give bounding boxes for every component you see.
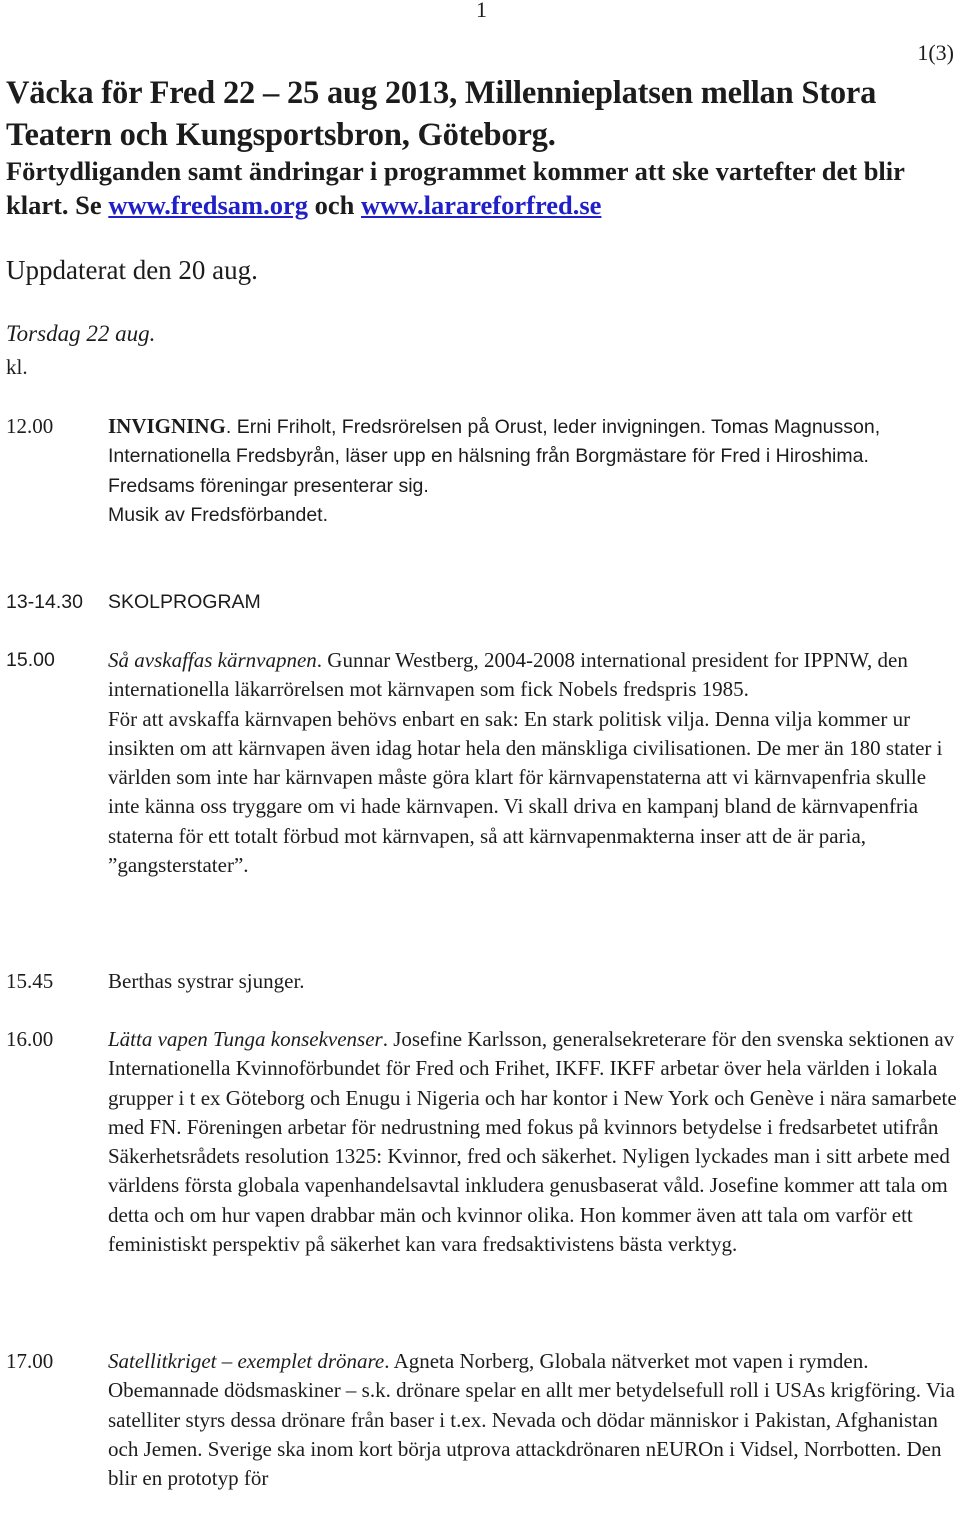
event-time: 12.00 (6, 414, 54, 438)
event-text (108, 1025, 958, 1259)
event-description (108, 1347, 958, 1493)
update-note (6, 154, 956, 222)
page-count: 1(3) (917, 40, 954, 65)
updated-date: Uppdaterat den 20 aug. (6, 255, 258, 285)
event-time: 15.00 (6, 649, 55, 671)
event-description: SKOLPROGRAM (108, 591, 261, 613)
event-body: . Agneta Norberg, Globala nätverket mot vapen i rymden. (384, 1349, 869, 1373)
event-body: . Erni Friholt, Fredsrörelsen på Orust, leder invigningen. Tomas Magnusson, Internationella Fredsbyrån, läser upp en hälsning från Borgmästare för Fred i Hiroshima. (108, 416, 881, 468)
event-line: Musik av Fredsförbandet. (108, 503, 329, 526)
event-body: . Josefine Karlsson, generalsekreterare för den svenska sektionen av Internationella Kvinnoförbundet för Fred och Frihet, IKFF. IKFF arbetar över hela världen i lokala grupper i t ex Göteborg och Enugu i Nigeria och har kontor i New York och Genève i nära samarbete med FN. Föreningen arbetar för nedrustning med fokus på kvinnors betydelse i fredsarbetet utifrån Säkerhetsrådets resolution 1325: Kvinnor, fred och säkerhet. Nyligen lyckades man i sitt arbete med världens första globala vapenhandelsavtal inkludera genusbaserat våld. Josefine kommer att tala om detta och om hur vapen drabbar män och kvinnor olika. Hon kommer även att tala om varför ett feministiskt perspektiv på säkerhet kan vara fredsaktivistens bästa verktyg. (108, 1027, 957, 1257)
event-body: För att avskaffa kärnvapen behövs enbart en sak: En stark politisk vilja. Denna vilja kommer ur insikten om att kärnvapen även idag hotar hela den mänskliga civilisationen. De mer än 180 stater i världen som inte har kärnvapen måste göra klart för kärnvapenstaterna att vi kärnvapenfria skulle inte känna oss tryggare om vi hade kärnvapen. Vi skall driva en kampanj bland de kärnvapenfria staterna för ett totalt förbud mot kärnvapen, så att kärnvapenmakterna inser att de är paria, ”gangsterstater”. (108, 706, 943, 878)
larareforfred-link[interactable]: www.larareforfred.se (361, 190, 602, 220)
event-time: 16.00 (6, 1027, 54, 1051)
fredsam-link[interactable]: www.fredsam.org (108, 190, 309, 220)
page-number: 1 (476, 0, 487, 22)
event-text (108, 1347, 958, 1376)
event-line: Fredsams föreningar presenterar sig. (108, 474, 429, 497)
day-heading: Torsdag 22 aug. (6, 321, 156, 346)
event-title: Lätta vapen Tunga konsekvenser (108, 1027, 383, 1051)
event-title: Så avskaffas kärnvapnen (108, 648, 317, 672)
event-body: . Gunnar Westberg, 2004-2008 international president for IPPNW, den internationella läkarrörelsen mot kärnvapen som fick Nobels fredspris 1985. (108, 648, 908, 702)
note-text: Förtydliganden samt ändringar i programmet kommer att ske vartefter det blir klart. Se (6, 156, 905, 220)
event-time: 15.45 (6, 969, 54, 993)
time-column-label: kl. (6, 355, 28, 379)
note-connector: och (308, 190, 362, 220)
event-description (108, 646, 958, 880)
event-time: 13-14.30 (6, 591, 83, 613)
document-title: Väcka för Fred 22 – 25 aug 2013, Millennieplatsen mellan Stora Teatern och Kungsportsbron, Göteborg. (6, 75, 877, 153)
event-text (108, 412, 958, 472)
event-body: Obemannade dödsmaskiner – s.k. drönare spelar en allt mer betydelsefull roll i USAs krigföring. Via satelliter styrs dessa drönare från baser i t.ex. Nevada och dödar människor i Pakistan, Afghanistan och Jemen. Sverige ska inom kort börja utprova attackdrönaren nEUROn i Vidsel, Norrbotten. Den blir en prototyp för (108, 1378, 955, 1491)
event-description: Berthas systrar sjunger. (108, 969, 305, 993)
event-description (108, 1025, 958, 1259)
event-time: 17.00 (6, 1349, 54, 1373)
event-description (108, 412, 958, 530)
event-title: INVIGNING (108, 414, 226, 438)
event-title: Satellitkriget – exemplet drönare (108, 1349, 385, 1373)
event-text (108, 646, 958, 705)
